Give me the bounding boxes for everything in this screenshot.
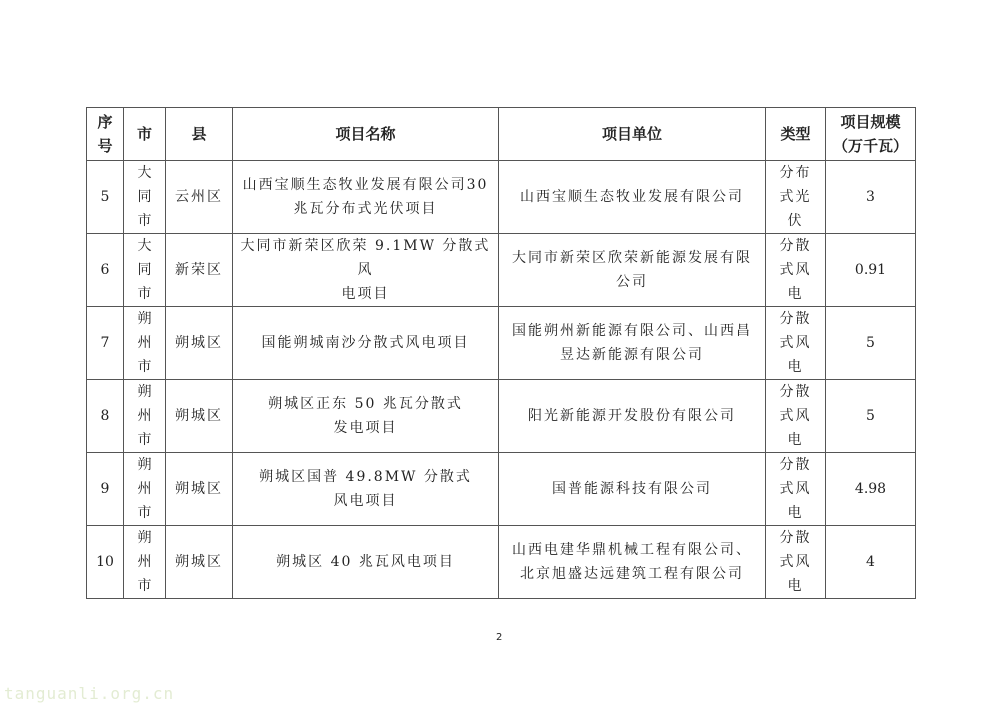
project-unit-cell: 山西宝顺生态牧业发展有限公司	[499, 161, 766, 234]
city-cell: 大 同 市	[124, 234, 166, 307]
scale-cell: 5	[826, 380, 916, 453]
header-project-unit: 项目单位	[499, 108, 766, 161]
header-type: 类型	[766, 108, 826, 161]
row-number: 9	[87, 453, 124, 526]
row-number: 10	[87, 526, 124, 599]
county-cell: 朔城区	[166, 453, 233, 526]
project-name-cell: 大同市新荣区欣荣 9.1MW 分散式风 电项目	[233, 234, 499, 307]
row-number: 6	[87, 234, 124, 307]
project-name-cell: 朔城区 40 兆瓦风电项目	[233, 526, 499, 599]
city-cell: 朔 州 市	[124, 453, 166, 526]
project-unit-cell: 大同市新荣区欣荣新能源发展有限 公司	[499, 234, 766, 307]
table-row	[87, 380, 916, 453]
county-cell: 朔城区	[166, 380, 233, 453]
type-cell: 分散 式风 电	[766, 526, 826, 599]
scale-cell: 4	[826, 526, 916, 599]
scale-cell: 3	[826, 161, 916, 234]
table-row	[87, 234, 916, 307]
county-cell: 云州区	[166, 161, 233, 234]
row-number: 7	[87, 307, 124, 380]
project-unit-cell: 山西电建华鼎机械工程有限公司、 北京旭盛达远建筑工程有限公司	[499, 526, 766, 599]
row-number: 5	[87, 161, 124, 234]
table-row	[87, 453, 916, 526]
header-scale: 项目规模 （万千瓦）	[826, 108, 916, 161]
table-row	[87, 161, 916, 234]
table-row	[87, 307, 916, 380]
scale-cell: 5	[826, 307, 916, 380]
row-number: 8	[87, 380, 124, 453]
header-city: 市	[124, 108, 166, 161]
header-project-name: 项目名称	[233, 108, 499, 161]
project-name-cell: 山西宝顺生态牧业发展有限公司30 兆瓦分布式光伏项目	[233, 161, 499, 234]
county-cell: 朔城区	[166, 307, 233, 380]
county-cell: 朔城区	[166, 526, 233, 599]
county-cell: 新荣区	[166, 234, 233, 307]
watermark: tanguanli.org.cn	[4, 684, 175, 703]
table-row	[87, 526, 916, 599]
project-unit-cell: 国普能源科技有限公司	[499, 453, 766, 526]
header-no: 序 号	[87, 108, 124, 161]
type-cell: 分散 式风 电	[766, 380, 826, 453]
scale-cell: 0.91	[826, 234, 916, 307]
project-name-cell: 国能朔城南沙分散式风电项目	[233, 307, 499, 380]
city-cell: 大 同 市	[124, 161, 166, 234]
scale-cell: 4.98	[826, 453, 916, 526]
project-name-cell: 朔城区国普 49.8MW 分散式 风电项目	[233, 453, 499, 526]
type-cell: 分散 式风 电	[766, 453, 826, 526]
type-cell: 分散 式风 电	[766, 234, 826, 307]
type-cell: 分散 式风 电	[766, 307, 826, 380]
project-unit-cell: 国能朔州新能源有限公司、山西昌 昱达新能源有限公司	[499, 307, 766, 380]
city-cell: 朔 州 市	[124, 307, 166, 380]
projects-table	[86, 107, 916, 599]
table-header-row	[87, 108, 916, 161]
project-name-cell: 朔城区正东 50 兆瓦分散式 发电项目	[233, 380, 499, 453]
header-county: 县	[166, 108, 233, 161]
city-cell: 朔 州 市	[124, 526, 166, 599]
project-unit-cell: 阳光新能源开发股份有限公司	[499, 380, 766, 453]
page-number: 2	[496, 632, 503, 643]
city-cell: 朔 州 市	[124, 380, 166, 453]
type-cell: 分布 式光 伏	[766, 161, 826, 234]
